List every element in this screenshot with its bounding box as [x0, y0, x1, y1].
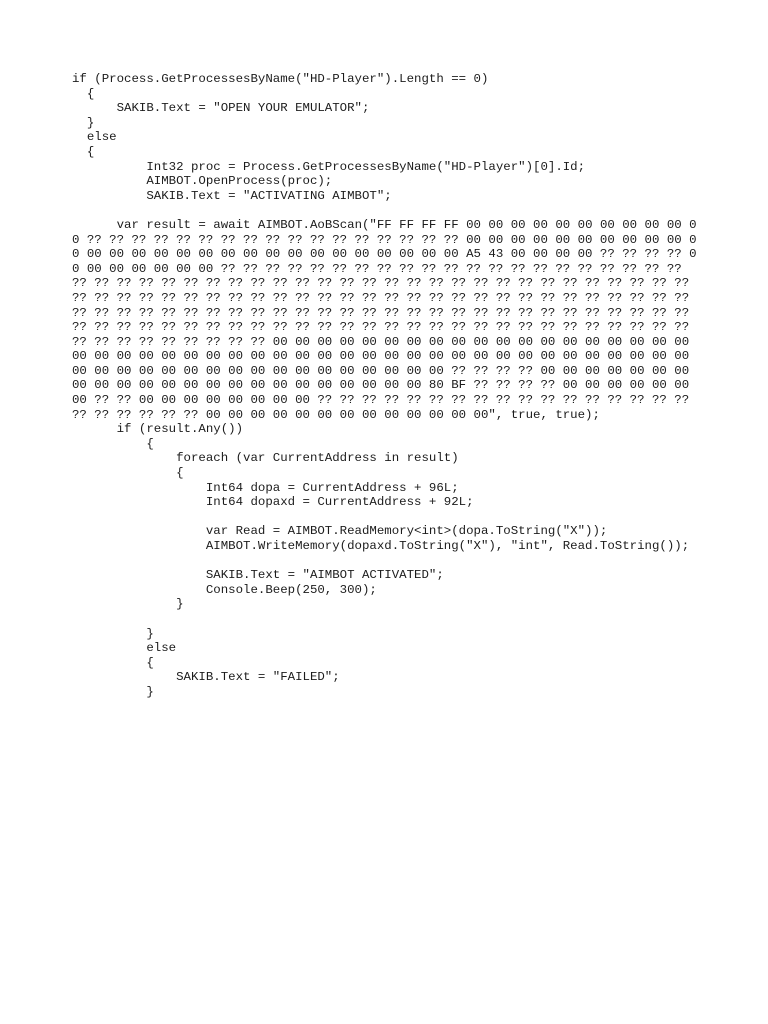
code-line: if (Process.GetProcessesByName("HD-Player").Length == 0) [72, 72, 489, 86]
code-listing [72, 72, 702, 700]
code-line: } [72, 626, 154, 641]
code-line: { [72, 655, 154, 670]
code-line: } [72, 684, 154, 699]
code-line: } [72, 597, 184, 612]
blank-line [72, 203, 702, 218]
code-line: { [72, 436, 154, 451]
code-line: Int32 proc = Process.GetProcessesByName("HD-Player")[0].Id; [72, 159, 586, 174]
code-line: AIMBOT.OpenProcess(proc); [72, 174, 333, 189]
code-line: if (result.Any()) [72, 422, 244, 437]
code-line: Int64 dopaxd = CurrentAddress + 92L; [72, 495, 474, 510]
code-line: Console.Beep(250, 300); [72, 582, 377, 597]
code-line: { [72, 144, 95, 159]
code-line [72, 554, 702, 569]
code-line: Int64 dopa = CurrentAddress + 96L; [72, 480, 459, 495]
code-line: else [72, 130, 117, 145]
code-line: else [72, 641, 177, 656]
code-line: { [72, 466, 184, 481]
code-line: SAKIB.Text = "OPEN YOUR EMULATOR"; [72, 101, 370, 116]
aobscan-statement: var result = await AIMBOT.AoBScan("FF FF FF FF 00 00 00 00 00 00 00 00 00 00 00 ?? ?? ?? ?? ?? ?? ?? ?? ?? ?? ?? ?? ?? ?? ?? ?? ?? 00 00 00 00 00 00 00 00 00 00 00 00 00 00 00 00 00 00 00 00 00 00 00 00 00 00 00 00 A5 43 00 00 00 00 ?? ?? ?? ?? 00 00 00 00 00 00 00 ?? ?? ?? ?? ?? ?? ?? ?? ?? ?? ?? ?? ?? ?? ?? ?? ?? ?? ?? ?? ?? ?? ?? ?? ?? ?? ?? ?? ?? ?? ?? ?? ?? ?? ?? ?? ?? ?? ?? ?? ?? ?? ?? ?? ?? ?? ?? ?? ?? ?? ?? ?? ?? ?? ?? ?? ?? ?? ?? ?? ?? ?? ?? ?? ?? ?? ?? ?? ?? ?? ?? ?? ?? ?? ?? ?? ?? ?? ?? ?? ?? ?? ?? ?? ?? ?? ?? ?? ?? ?? ?? ?? ?? ?? ?? ?? ?? ?? ?? ?? ?? ?? ?? ?? ?? ?? ?? ?? ?? ?? ?? ?? ?? ?? ?? ?? ?? ?? ?? ?? ?? ?? ?? ?? ?? ?? ?? ?? ?? ?? ?? ?? ?? ?? ?? ?? ?? ?? ?? ?? ?? ?? 00 00 00 00 00 00 00 00 00 00 00 00 00 00 00 00 00 00 00 00 00 00 00 00 00 00 00 00 00 00 00 00 00 00 00 00 00 00 00 00 00 00 00 00 00 00 00 00 00 00 00 00 00 00 00 00 00 00 00 00 00 00 00 00 ?? ?? ?? ?? 00 00 00 00 00 00 00 00 00 00 00 00 00 00 00 00 00 00 00 00 00 00 00 80 BF ?? ?? ?? ?? 00 00 00 00 00 00 00 ?? ?? 00 00 00 00 00 00 00 00 ?? ?? ?? ?? ?? ?? ?? ?? ?? ?? ?? ?? ?? ?? ?? ?? ?? ?? ?? ?? ?? ?? ?? 00 00 00 00 00 00 00 00 00 00 00 00 00", true, true); [72, 217, 697, 422]
code-line: SAKIB.Text = "AIMBOT ACTIVATED"; [72, 568, 444, 583]
code-line: { [72, 86, 95, 101]
code-line: } [72, 115, 95, 130]
code-line: foreach (var CurrentAddress in result) [72, 451, 459, 466]
code-line [72, 612, 702, 627]
code-line [72, 510, 702, 525]
code-line: AIMBOT.WriteMemory(dopaxd.ToString("X"), "int", Read.ToString()); [72, 539, 690, 553]
code-line: var Read = AIMBOT.ReadMemory<int>(dopa.ToString("X")); [72, 524, 608, 539]
code-line: SAKIB.Text = "FAILED"; [72, 670, 340, 685]
code-line: SAKIB.Text = "ACTIVATING AIMBOT"; [72, 188, 392, 203]
